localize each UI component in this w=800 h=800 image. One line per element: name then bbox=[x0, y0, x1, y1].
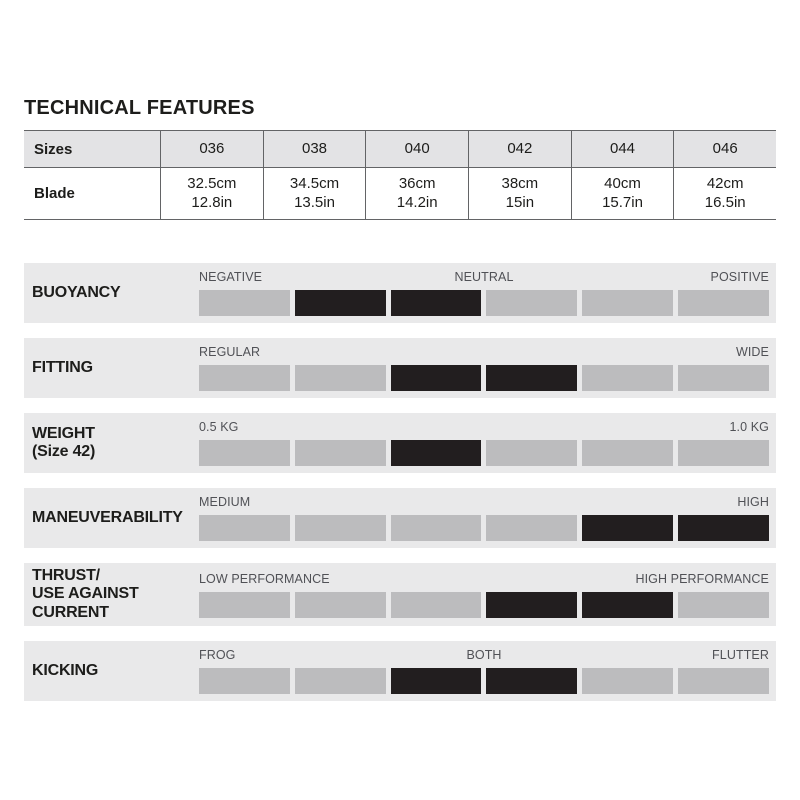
scale-left-label: NEGATIVE bbox=[199, 270, 263, 284]
segment-empty bbox=[199, 592, 290, 618]
segment-filled bbox=[486, 592, 577, 618]
segment-empty bbox=[486, 290, 577, 316]
blade-row-label: Blade bbox=[34, 185, 75, 202]
scale-right-label: HIGH PERFORMANCE bbox=[635, 571, 769, 586]
segment-empty bbox=[199, 290, 290, 316]
blade-in: 16.5in bbox=[704, 193, 746, 211]
blade-in: 12.8in bbox=[191, 193, 233, 211]
segment-empty bbox=[295, 515, 386, 541]
feature-label bbox=[24, 488, 199, 548]
feature-label-line: THRUST/ bbox=[32, 566, 100, 584]
size-cell: 036 bbox=[160, 131, 263, 167]
scale-left-label: FROG bbox=[199, 648, 236, 662]
blade-in: 14.2in bbox=[396, 193, 438, 211]
segment-empty bbox=[678, 440, 769, 466]
blade-cm: 40cm bbox=[604, 174, 641, 192]
scale-right-label: 1.0 KG bbox=[729, 420, 769, 434]
blade-in: 15in bbox=[505, 193, 535, 211]
scale-right-label: WIDE bbox=[735, 345, 769, 359]
feature-label-line: USE AGAINST bbox=[32, 585, 139, 603]
feature-bar bbox=[199, 413, 776, 473]
feature-label-line: BUOYANCY bbox=[32, 283, 121, 301]
scale-right-label: FLUTTER bbox=[712, 648, 769, 662]
segment-empty bbox=[391, 592, 482, 618]
feature-bar bbox=[199, 641, 776, 701]
sizes-row-label: Sizes bbox=[34, 140, 73, 158]
segment-empty bbox=[678, 592, 769, 618]
size-cell: 046 bbox=[673, 131, 776, 167]
blade-cm: 38cm bbox=[501, 174, 539, 192]
scale-left-label: 0.5 KG bbox=[199, 420, 239, 434]
segment-filled bbox=[391, 365, 482, 391]
scale-left-label: REGULAR bbox=[199, 345, 261, 359]
scale-labels bbox=[199, 420, 769, 437]
feature-label-line: MANEUVERABILITY bbox=[32, 508, 183, 526]
page-title: TECHNICAL FEATURES bbox=[24, 97, 255, 119]
feature-label bbox=[24, 263, 199, 323]
feature-label bbox=[24, 413, 199, 473]
segment-track bbox=[199, 440, 769, 466]
feature-label bbox=[24, 641, 199, 701]
scale-center-label: BOTH bbox=[466, 648, 502, 662]
segment-filled bbox=[486, 365, 577, 391]
segment-empty bbox=[295, 365, 386, 391]
feature-label-line: FITTING bbox=[32, 358, 93, 376]
blade-cm: 36cm bbox=[398, 174, 436, 192]
blade-cell bbox=[673, 168, 776, 219]
segment-track bbox=[199, 592, 769, 618]
blade-cm: 42cm bbox=[706, 174, 744, 192]
feature-label-line: WEIGHT bbox=[32, 424, 95, 442]
feature-label bbox=[24, 563, 199, 626]
segment-empty bbox=[199, 515, 290, 541]
blade-cm: 32.5cm bbox=[187, 174, 237, 192]
blade-cm: 34.5cm bbox=[289, 174, 340, 192]
blade-cell bbox=[263, 168, 366, 219]
segment-filled bbox=[678, 515, 769, 541]
scale-center-label: NEUTRAL bbox=[454, 270, 514, 284]
scale-left-label: MEDIUM bbox=[199, 495, 251, 509]
feature-row-kicking bbox=[24, 641, 776, 701]
feature-row-fitting bbox=[24, 338, 776, 398]
segment-empty bbox=[678, 290, 769, 316]
segment-track bbox=[199, 515, 769, 541]
segment-filled bbox=[391, 440, 482, 466]
blade-in: 13.5in bbox=[294, 193, 335, 211]
feature-row-thrust bbox=[24, 563, 776, 626]
blade-cell bbox=[571, 168, 674, 219]
segment-filled bbox=[582, 592, 673, 618]
blade-in: 15.7in bbox=[602, 193, 643, 211]
size-table bbox=[24, 130, 776, 220]
segment-filled bbox=[295, 290, 386, 316]
table-row-blade bbox=[24, 168, 776, 220]
segment-empty bbox=[486, 515, 577, 541]
segment-filled bbox=[391, 290, 482, 316]
segment-track bbox=[199, 365, 769, 391]
segment-empty bbox=[295, 668, 386, 694]
feature-label bbox=[24, 338, 199, 398]
segment-track bbox=[199, 290, 769, 316]
size-cell: 038 bbox=[263, 131, 366, 167]
segment-filled bbox=[391, 668, 482, 694]
blade-cell bbox=[365, 168, 468, 219]
feature-label-line: KICKING bbox=[32, 661, 99, 679]
size-cell: 042 bbox=[468, 131, 571, 167]
size-cell: 040 bbox=[365, 131, 468, 167]
segment-empty bbox=[295, 440, 386, 466]
segment-empty bbox=[486, 440, 577, 466]
scale-labels bbox=[199, 270, 769, 287]
segment-empty bbox=[582, 365, 673, 391]
blade-cell bbox=[468, 168, 571, 219]
segment-track bbox=[199, 668, 769, 694]
scale-right-label: HIGH bbox=[737, 495, 769, 509]
scale-labels bbox=[199, 495, 769, 512]
segment-empty bbox=[391, 515, 482, 541]
table-row-sizes bbox=[24, 131, 776, 168]
segment-empty bbox=[582, 668, 673, 694]
segment-empty bbox=[678, 668, 769, 694]
segment-filled bbox=[486, 668, 577, 694]
segment-empty bbox=[678, 365, 769, 391]
feature-bar bbox=[199, 263, 776, 323]
blade-cell bbox=[160, 168, 263, 219]
feature-row-weight bbox=[24, 413, 776, 473]
scale-right-label: POSITIVE bbox=[710, 270, 769, 284]
feature-bar bbox=[199, 338, 776, 398]
segment-empty bbox=[582, 290, 673, 316]
feature-bar bbox=[199, 488, 776, 548]
segment-empty bbox=[295, 592, 386, 618]
scale-labels bbox=[199, 648, 769, 665]
scale-labels bbox=[199, 572, 769, 589]
feature-label-line: CURRENT bbox=[32, 603, 109, 621]
segment-filled bbox=[582, 515, 673, 541]
feature-row-maneuverability bbox=[24, 488, 776, 548]
feature-bar bbox=[199, 563, 776, 626]
feature-ratings bbox=[24, 263, 776, 716]
size-cell: 044 bbox=[571, 131, 674, 167]
scale-left-label: LOW PERFORMANCE bbox=[199, 571, 330, 586]
segment-empty bbox=[199, 365, 290, 391]
segment-empty bbox=[582, 440, 673, 466]
feature-label-line: (Size 42) bbox=[32, 443, 96, 460]
segment-empty bbox=[199, 440, 290, 466]
scale-labels bbox=[199, 345, 769, 362]
segment-empty bbox=[199, 668, 290, 694]
feature-row-buoyancy bbox=[24, 263, 776, 323]
